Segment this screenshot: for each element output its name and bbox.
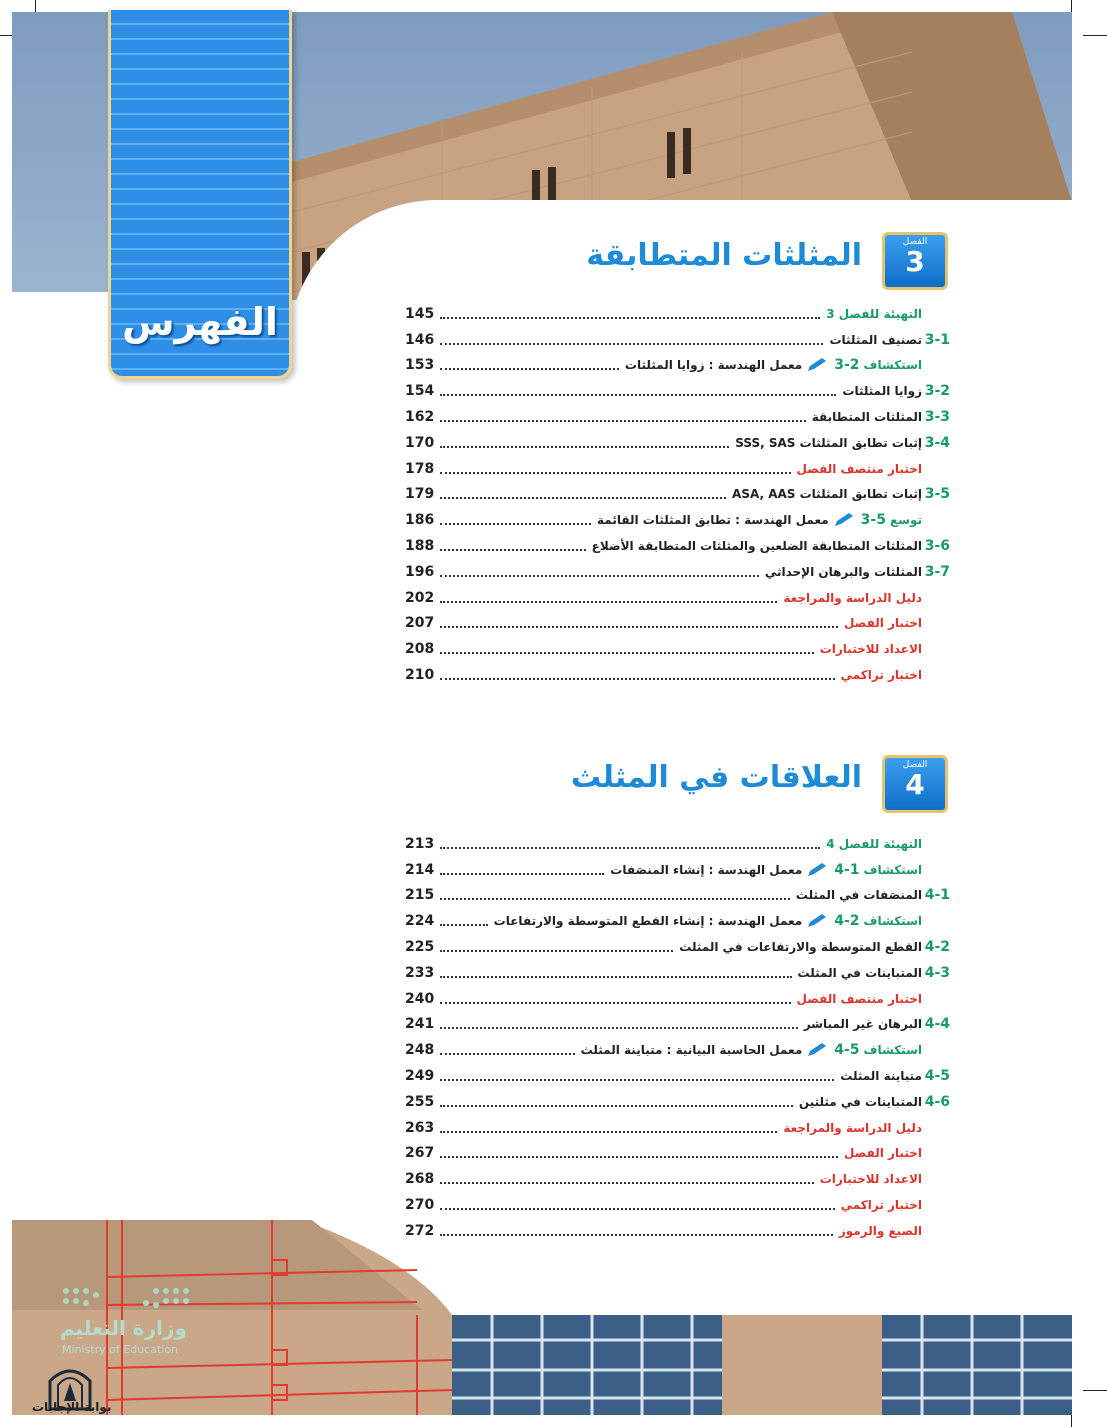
page-number: 249 — [405, 1068, 435, 1085]
page-number: 241 — [405, 1016, 435, 1033]
page-number: 196 — [405, 563, 435, 580]
lesson-code: 3-1 — [924, 331, 950, 348]
dot-leader — [440, 890, 790, 900]
dot-leader — [440, 1019, 797, 1029]
toc-entry[interactable] — [405, 831, 950, 857]
toc-entry[interactable] — [405, 327, 950, 353]
page-number: 208 — [405, 641, 435, 658]
entry-title: الاعداد للاختبارات — [819, 1172, 922, 1187]
chapter-badge-label: الفصل — [902, 237, 928, 247]
dot-leader — [440, 464, 790, 474]
toc-entry[interactable] — [405, 353, 950, 379]
entry-title: التهيئة للفصل 4 — [826, 836, 922, 851]
toc-entry[interactable] — [405, 662, 950, 688]
page-number: 186 — [405, 512, 435, 529]
toc-entry[interactable] — [405, 1012, 950, 1038]
chapter-number: 4 — [905, 768, 925, 801]
dot-leader — [440, 515, 591, 525]
toc-entry[interactable] — [405, 986, 950, 1012]
chapter-toc-list — [405, 831, 950, 1244]
entry-title: اختبار منتصف الفصل — [796, 991, 922, 1006]
toc-entry[interactable] — [405, 1192, 950, 1218]
toc-entry[interactable] — [405, 456, 950, 482]
entry-title: المثلثات المتطابقة — [811, 410, 922, 425]
dot-leader — [440, 968, 791, 978]
entry-title: اختبار الفصل — [844, 616, 922, 631]
toc-entry[interactable] — [405, 1063, 950, 1089]
chapter-toc-list — [405, 301, 950, 688]
entry-subcode: 4-2 — [834, 913, 860, 930]
toc-entry[interactable] — [405, 1115, 950, 1141]
entry-prefix: استكشاف — [863, 358, 922, 373]
dot-leader — [440, 1071, 834, 1081]
entry-title: البرهان غير المباشر — [803, 1017, 922, 1032]
lesson-code: 4-1 — [924, 887, 950, 904]
dot-leader — [440, 309, 820, 319]
dot-leader — [440, 1097, 793, 1107]
chapter-badge — [882, 755, 948, 813]
entry-title: معمل الهندسة : إنشاء القطع المتوسطة والارتفاعات — [493, 914, 803, 929]
entry-title: الاعداد للاختبارات — [819, 642, 922, 657]
lesson-code: 3-4 — [924, 434, 950, 451]
dot-leader — [440, 618, 838, 628]
chapter-badge — [882, 232, 948, 290]
dot-leader — [440, 593, 777, 603]
entry-title: معمل الهندسة : تطابق المثلثات القائمة — [597, 513, 829, 528]
entry-title: دليل الدراسة والمراجعة — [783, 590, 922, 605]
entry-title: القطع المتوسطة والارتفاعات في المثلث — [679, 940, 922, 955]
lesson-code: 4-4 — [924, 1016, 950, 1033]
dot-leader — [440, 670, 834, 680]
dot-leader — [440, 567, 759, 577]
entry-title: تصنيف المثلثات — [829, 332, 922, 347]
pencil-icon — [806, 1042, 828, 1058]
entry-prefix: توسع — [889, 513, 922, 528]
toc-entry[interactable] — [405, 378, 950, 404]
page-number: 267 — [405, 1145, 435, 1162]
entry-title: المتباينات في مثلثين — [798, 1094, 922, 1109]
toc-entry[interactable] — [405, 533, 950, 559]
page-number: 153 — [405, 357, 435, 374]
lesson-code: 3-5 — [924, 486, 950, 503]
page-number: 170 — [405, 434, 435, 451]
entry-title: المنصَفات في المثلث — [795, 888, 922, 903]
page-number: 270 — [405, 1197, 435, 1214]
page-number: 179 — [405, 486, 435, 503]
entry-title: اختبار تراكمي — [840, 668, 922, 683]
toc-entry[interactable] — [405, 482, 950, 508]
dot-leader — [440, 865, 604, 875]
entry-title: إثبات تطابق المثلثات ASA, AAS — [732, 487, 922, 502]
page-number: 214 — [405, 861, 435, 878]
entry-title: اختبار منتصف الفصل — [796, 461, 922, 476]
dot-leader — [440, 360, 619, 370]
entry-title: دليل الدراسة والمراجعة — [783, 1120, 922, 1135]
entry-title: الصيغ والرموز — [838, 1223, 922, 1238]
page-number: 272 — [405, 1222, 435, 1239]
toc-entry[interactable] — [405, 507, 950, 533]
portal-watermark-text: بوابة الإجابات — [32, 1400, 112, 1414]
dot-leader — [440, 541, 585, 551]
toc-entry[interactable] — [405, 857, 950, 883]
toc-entry[interactable] — [405, 585, 950, 611]
entry-title: إثبات تطابق المثلثات SSS, SAS — [735, 435, 922, 450]
lesson-code: 4-3 — [924, 964, 950, 981]
entry-title: زوايا المثلثات — [842, 384, 922, 399]
page-number: 233 — [405, 964, 435, 981]
page-number: 146 — [405, 331, 435, 348]
entry-subcode: 3-2 — [834, 357, 860, 374]
toc-entry[interactable] — [405, 430, 950, 456]
entry-title: المثلثات المتطابقة الضلعين والمثلثات المتطابقة الأضلاع — [591, 539, 922, 554]
page-number: 263 — [405, 1119, 435, 1136]
pencil-icon — [806, 913, 828, 929]
lesson-code: 3-2 — [924, 383, 950, 400]
left-blank-area — [12, 300, 312, 1220]
page-number: 215 — [405, 887, 435, 904]
entry-title: التهيئة للفصل 3 — [826, 306, 922, 321]
dot-leader — [440, 1174, 813, 1184]
toc-entry[interactable] — [405, 908, 950, 934]
entry-title: المتباينات في المثلث — [797, 965, 922, 980]
dot-leader — [440, 412, 805, 422]
ministry-text: وزارة التعليم — [60, 1316, 187, 1340]
entry-prefix: استكشاف — [863, 914, 922, 929]
toc-entry[interactable] — [405, 611, 950, 637]
pencil-icon — [833, 512, 855, 528]
entry-title: معمل الهندسة : إنشاء المنصَفات — [610, 862, 803, 877]
chapter-number: 3 — [905, 245, 925, 278]
dot-leader — [440, 916, 487, 926]
pencil-icon — [806, 357, 828, 373]
entry-title: اختبار الفصل — [844, 1146, 922, 1161]
page-number: 202 — [405, 589, 435, 606]
crop-mark — [1083, 1390, 1107, 1391]
page-number: 240 — [405, 990, 435, 1007]
chapter-title: المثلثات المتطابقة — [586, 238, 862, 273]
dot-leader — [440, 1200, 834, 1210]
entry-title: معمل الهندسة : زوايا المثلثات — [624, 358, 803, 373]
toc-entry[interactable] — [405, 636, 950, 662]
page-number: 178 — [405, 460, 435, 477]
dot-leader — [440, 644, 813, 654]
page-number: 188 — [405, 538, 435, 555]
dot-leader — [440, 489, 726, 499]
ministry-subtext: Ministry of Education — [62, 1343, 179, 1356]
page-number: 210 — [405, 667, 435, 684]
toc-entry[interactable] — [405, 301, 950, 327]
page-number: 248 — [405, 1042, 435, 1059]
chapter-badge-label: الفصل — [902, 760, 928, 770]
page-number: 225 — [405, 939, 435, 956]
entry-prefix: استكشاف — [863, 1043, 922, 1058]
entry-subcode: 4-5 — [834, 1042, 860, 1059]
page-number: 213 — [405, 835, 435, 852]
lesson-code: 4-5 — [924, 1068, 950, 1085]
dot-leader — [440, 438, 729, 448]
page-number: 224 — [405, 913, 435, 930]
lesson-code: 3-6 — [924, 538, 950, 555]
lesson-code: 3-7 — [924, 563, 950, 580]
entry-title: متباينة المثلث — [840, 1069, 922, 1084]
dot-leader — [440, 1148, 838, 1158]
index-tab — [108, 10, 292, 379]
toc-entry[interactable] — [405, 1037, 950, 1063]
dot-leader — [440, 994, 790, 1004]
page-number: 154 — [405, 383, 435, 400]
entry-subcode: 4-1 — [834, 861, 860, 878]
lesson-code: 4-2 — [924, 939, 950, 956]
dot-leader — [440, 942, 673, 952]
page-number: 268 — [405, 1171, 435, 1188]
dot-leader — [440, 386, 836, 396]
page-number: 255 — [405, 1093, 435, 1110]
toc-entry[interactable] — [405, 934, 950, 960]
dot-leader — [440, 1045, 574, 1055]
dot-leader — [440, 1123, 777, 1133]
entry-subcode: 3-5 — [860, 512, 886, 529]
dot-leader — [440, 839, 820, 849]
entry-title: اختبار تراكمي — [840, 1198, 922, 1213]
pencil-icon — [806, 862, 828, 878]
dot-leader — [440, 335, 823, 345]
toc-entry[interactable] — [405, 559, 950, 585]
lesson-code: 4-6 — [924, 1093, 950, 1110]
index-title: الفهرس — [122, 300, 278, 344]
toc-entry[interactable] — [405, 1089, 950, 1115]
entry-title: معمل الحاسبة البيانية : متباينة المثلث — [580, 1043, 803, 1058]
entry-prefix: استكشاف — [863, 862, 922, 877]
page-number: 207 — [405, 615, 435, 632]
crop-mark — [1083, 35, 1107, 36]
toc-entry[interactable] — [405, 883, 950, 909]
toc-entry[interactable] — [405, 404, 950, 430]
chapter-title: العلاقات في المثلث — [570, 760, 862, 795]
toc-entry[interactable] — [405, 960, 950, 986]
lesson-code: 3-3 — [924, 409, 950, 426]
toc-entry[interactable] — [405, 1141, 950, 1167]
entry-title: المثلثات والبرهان الإحداثي — [764, 564, 922, 579]
toc-entry[interactable] — [405, 1166, 950, 1192]
page-number: 162 — [405, 409, 435, 426]
page-number: 145 — [405, 305, 435, 322]
